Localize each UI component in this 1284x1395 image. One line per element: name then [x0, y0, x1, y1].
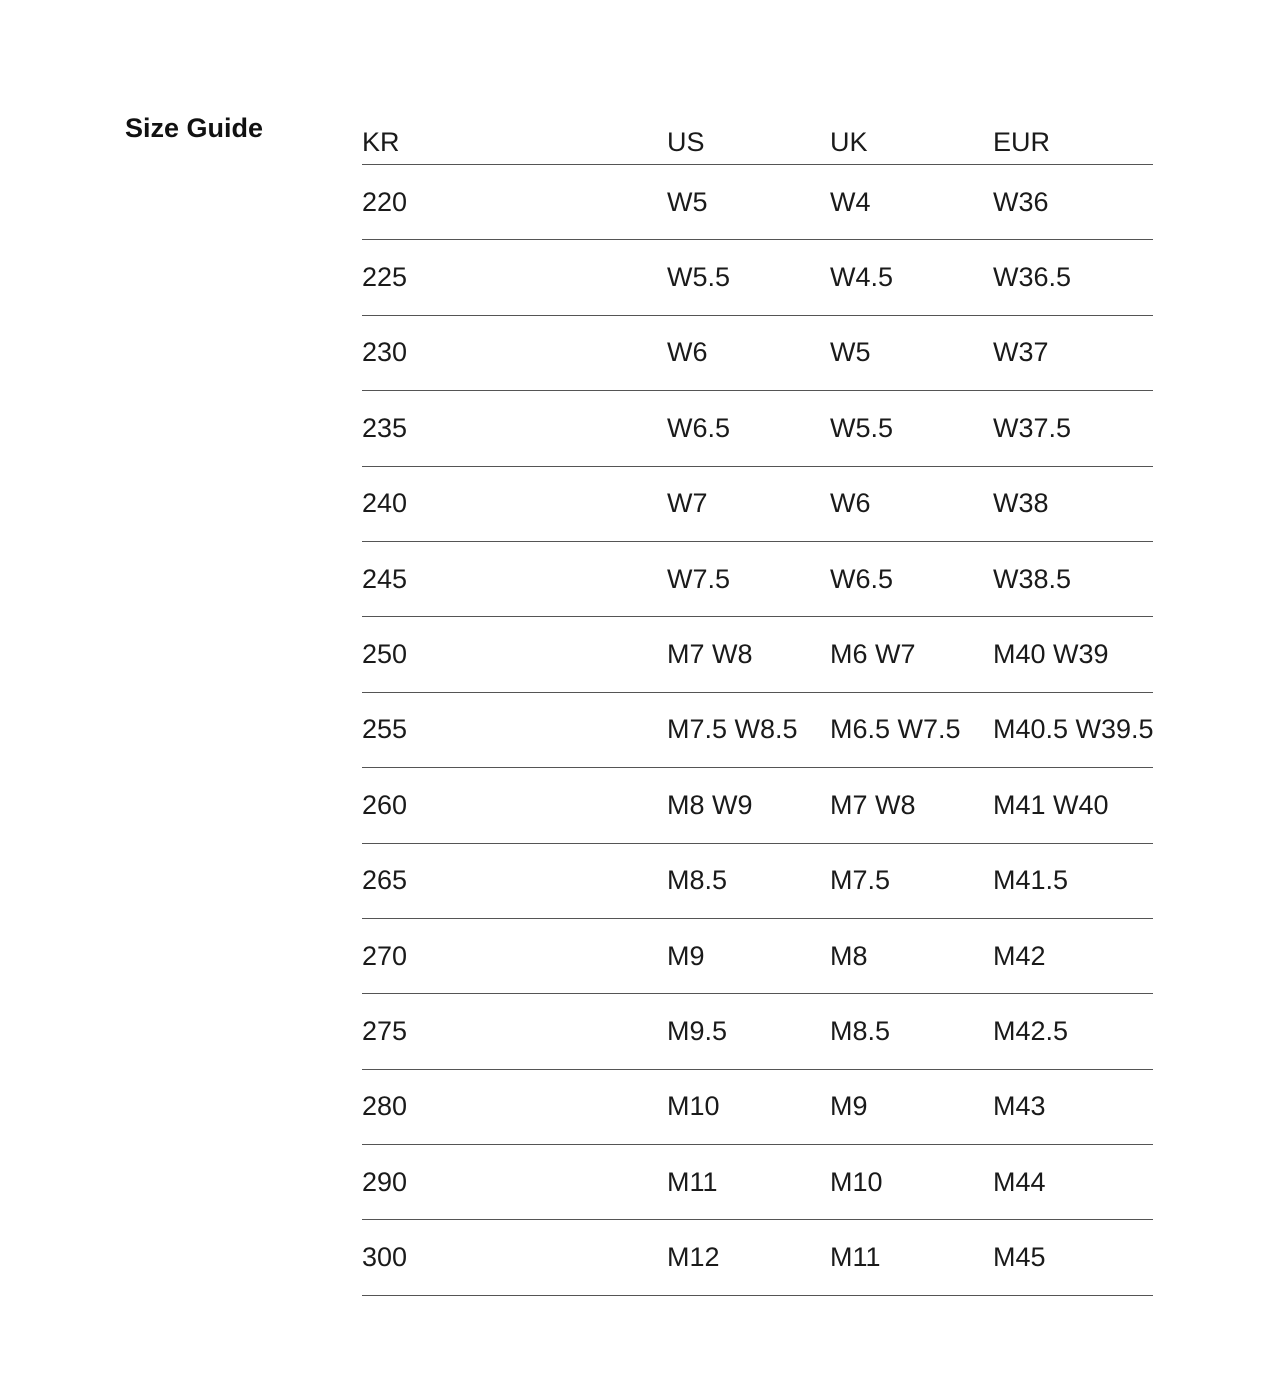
size-cell-uk: W6.5 [830, 541, 993, 616]
size-guide-title: Size Guide [125, 113, 264, 143]
size-cell-eur: M42 [993, 918, 1153, 993]
size-cell-kr: 275 [362, 994, 667, 1069]
size-cell-kr: 300 [362, 1220, 667, 1295]
size-table-body [362, 165, 1153, 1296]
size-cell-eur: W37 [993, 315, 1153, 390]
size-cell-uk: M10 [830, 1145, 993, 1220]
size-cell-kr: 265 [362, 843, 667, 918]
size-cell-kr: 270 [362, 918, 667, 993]
table-row [362, 843, 1153, 918]
size-cell-eur: M43 [993, 1069, 1153, 1144]
size-cell-uk: M6 W7 [830, 617, 993, 692]
size-cell-us: M8 W9 [667, 768, 830, 843]
size-cell-kr: 280 [362, 1069, 667, 1144]
table-row [362, 692, 1153, 767]
size-cell-kr: 235 [362, 391, 667, 466]
size-cell-eur: M41 W40 [993, 768, 1153, 843]
size-cell-us: M11 [667, 1145, 830, 1220]
size-cell-kr: 240 [362, 466, 667, 541]
size-cell-kr: 230 [362, 315, 667, 390]
table-row [362, 617, 1153, 692]
size-cell-kr: 260 [362, 768, 667, 843]
size-cell-uk: W5 [830, 315, 993, 390]
size-cell-eur: M45 [993, 1220, 1153, 1295]
table-row [362, 994, 1153, 1069]
table-row [362, 1220, 1153, 1295]
table-row [362, 466, 1153, 541]
size-cell-us: W7 [667, 466, 830, 541]
size-cell-uk: M11 [830, 1220, 993, 1295]
size-cell-uk: M8 [830, 918, 993, 993]
size-cell-us: M9.5 [667, 994, 830, 1069]
size-cell-kr: 290 [362, 1145, 667, 1220]
table-row [362, 391, 1153, 466]
size-cell-us: W6 [667, 315, 830, 390]
size-cell-eur: M44 [993, 1145, 1153, 1220]
column-header-us: US [667, 112, 830, 165]
size-cell-uk: M6.5 W7.5 [830, 692, 993, 767]
size-cell-us: M7 W8 [667, 617, 830, 692]
size-cell-uk: M9 [830, 1069, 993, 1144]
size-cell-eur: M40 W39 [993, 617, 1153, 692]
size-cell-uk: W6 [830, 466, 993, 541]
size-cell-eur: W36.5 [993, 240, 1153, 315]
size-cell-eur: M41.5 [993, 843, 1153, 918]
size-cell-us: M9 [667, 918, 830, 993]
table-row [362, 541, 1153, 616]
size-cell-kr: 250 [362, 617, 667, 692]
size-cell-uk: M7.5 [830, 843, 993, 918]
table-row [362, 768, 1153, 843]
size-cell-uk: W4.5 [830, 240, 993, 315]
size-cell-us: M7.5 W8.5 [667, 692, 830, 767]
size-cell-us: W5 [667, 165, 830, 240]
size-cell-kr: 245 [362, 541, 667, 616]
size-cell-uk: W5.5 [830, 391, 993, 466]
header-row [362, 112, 1153, 165]
table-row [362, 1145, 1153, 1220]
size-cell-uk: W4 [830, 165, 993, 240]
size-cell-kr: 220 [362, 165, 667, 240]
size-cell-eur: M42.5 [993, 994, 1153, 1069]
table-row [362, 240, 1153, 315]
size-cell-eur: W38 [993, 466, 1153, 541]
size-cell-uk: M8.5 [830, 994, 993, 1069]
size-guide-table [362, 112, 1153, 1296]
column-header-eur: EUR [993, 112, 1153, 165]
size-cell-us: M10 [667, 1069, 830, 1144]
table-row [362, 1069, 1153, 1144]
table-row [362, 315, 1153, 390]
size-cell-eur: W37.5 [993, 391, 1153, 466]
size-cell-us: W7.5 [667, 541, 830, 616]
column-header-kr: KR [362, 112, 667, 165]
size-cell-kr: 255 [362, 692, 667, 767]
table-row [362, 165, 1153, 240]
size-cell-us: W6.5 [667, 391, 830, 466]
size-cell-uk: M7 W8 [830, 768, 993, 843]
size-cell-us: M12 [667, 1220, 830, 1295]
size-cell-eur: W38.5 [993, 541, 1153, 616]
column-header-uk: UK [830, 112, 993, 165]
size-table-header [362, 112, 1153, 165]
size-cell-eur: M40.5 W39.5 [993, 692, 1153, 767]
size-cell-eur: W36 [993, 165, 1153, 240]
size-cell-kr: 225 [362, 240, 667, 315]
size-cell-us: W5.5 [667, 240, 830, 315]
table-row [362, 918, 1153, 993]
size-cell-us: M8.5 [667, 843, 830, 918]
